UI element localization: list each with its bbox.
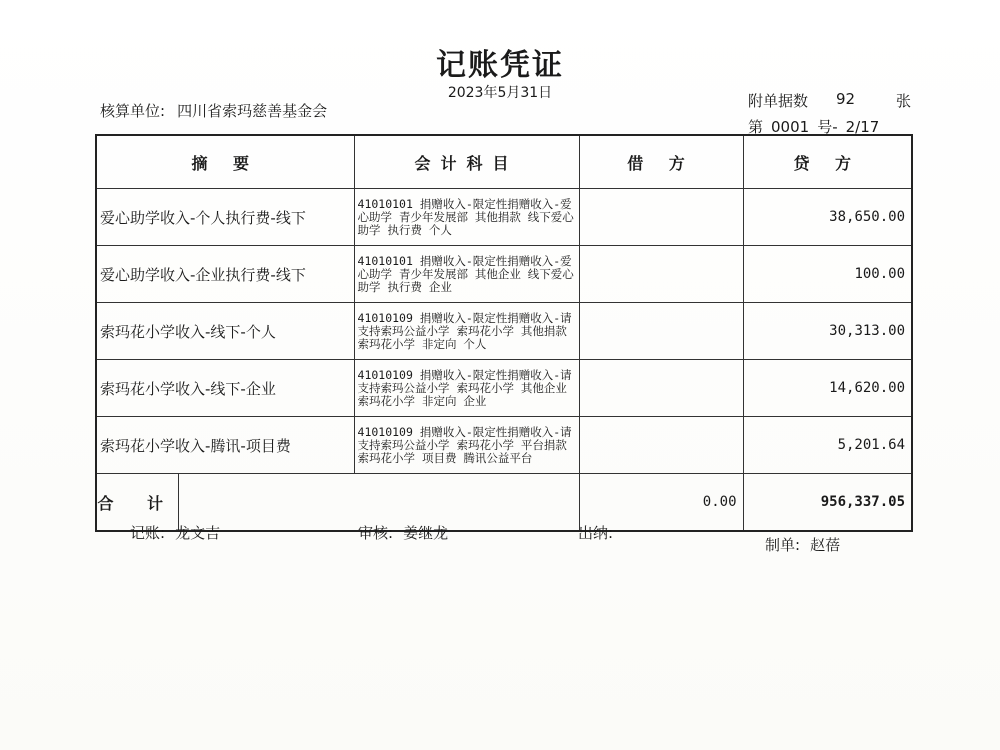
entry-debit: [579, 303, 743, 360]
entry-account: 41010109 捐赠收入-限定性捐赠收入-请支持索玛公益小学 索玛花小学 其他捐款 索玛花小学 非定向 个人: [354, 303, 579, 360]
entry-debit: [579, 417, 743, 474]
table-header-row: [96, 135, 912, 189]
voucher-prefix: 第: [748, 118, 764, 136]
attachment-label: 附单据数: [748, 92, 809, 110]
bookkeeper-name: 龙文吉: [175, 524, 221, 542]
bookkeeper-signature: [130, 522, 220, 543]
voucher-page: 2/17: [845, 118, 880, 136]
table-row: [96, 303, 912, 360]
voucher-number-value: 0001: [771, 118, 810, 136]
entry-credit: 5,201.64: [743, 417, 912, 474]
attachment-count: [748, 90, 918, 111]
entry-account: 41010109 捐赠收入-限定性捐赠收入-请支持索玛公益小学 索玛花小学 平台捐款 索玛花小学 项目费 腾讯公益平台: [354, 417, 579, 474]
attachment-number: 92: [836, 90, 856, 108]
entry-debit: [579, 360, 743, 417]
reviewer-signature: [358, 522, 448, 543]
header-debit: 借 方: [579, 135, 743, 189]
accounting-unit: [100, 100, 327, 121]
entry-summary: 爱心助学收入-个人执行费-线下: [96, 189, 354, 246]
table-row: [96, 189, 912, 246]
entry-credit: 38,650.00: [743, 189, 912, 246]
entry-summary: 索玛花小学收入-线下-企业: [96, 360, 354, 417]
entry-credit: 100.00: [743, 246, 912, 303]
entry-account: 41010101 捐赠收入-限定性捐赠收入-爱心助学 青少年发展部 其他企业 线下爱心助学 执行费 企业: [354, 246, 579, 303]
entry-credit: 14,620.00: [743, 360, 912, 417]
entry-summary: 爱心助学收入-企业执行费-线下: [96, 246, 354, 303]
total-debit: 0.00: [579, 474, 743, 532]
voucher-suffix: 号-: [817, 118, 838, 136]
cashier-label: 出纳:: [578, 524, 614, 542]
voucher-table: [95, 134, 913, 532]
preparer-signature: [765, 534, 840, 555]
preparer-label: 制单:: [765, 536, 801, 554]
table-row: [96, 246, 912, 303]
entry-debit: [579, 246, 743, 303]
reviewer-label: 审核:: [358, 524, 394, 542]
total-credit: 956,337.05: [743, 474, 912, 532]
header-account: 会计科目: [354, 135, 579, 189]
cashier-signature: [578, 522, 623, 543]
entry-summary: 索玛花小学收入-线下-个人: [96, 303, 354, 360]
accounting-unit-label: 核算单位:: [100, 102, 166, 120]
entry-debit: [579, 189, 743, 246]
entry-credit: 30,313.00: [743, 303, 912, 360]
accounting-unit-name: 四川省索玛慈善基金会: [177, 102, 328, 120]
preparer-name: 赵蓓: [810, 536, 841, 554]
bookkeeper-label: 记账:: [130, 524, 166, 542]
entry-summary: 索玛花小学收入-腾讯-项目费: [96, 417, 354, 474]
voucher-date: 2023年5月31日: [447, 85, 553, 101]
table-row: [96, 360, 912, 417]
voucher-title: 记账凭证: [436, 48, 564, 83]
header-summary: 摘 要: [96, 135, 354, 189]
reviewer-name: 姜继龙: [403, 524, 449, 542]
entry-account: 41010109 捐赠收入-限定性捐赠收入-请支持索玛公益小学 索玛花小学 其他企业 索玛花小学 非定向 企业: [354, 360, 579, 417]
total-label: 合 计: [96, 474, 178, 532]
entry-account: 41010101 捐赠收入-限定性捐赠收入-爱心助学 青少年发展部 其他捐款 线下爱心助学 执行费 个人: [354, 189, 579, 246]
table-row: [96, 417, 912, 474]
attachment-unit: 张: [896, 92, 912, 110]
header-credit: 贷 方: [743, 135, 912, 189]
